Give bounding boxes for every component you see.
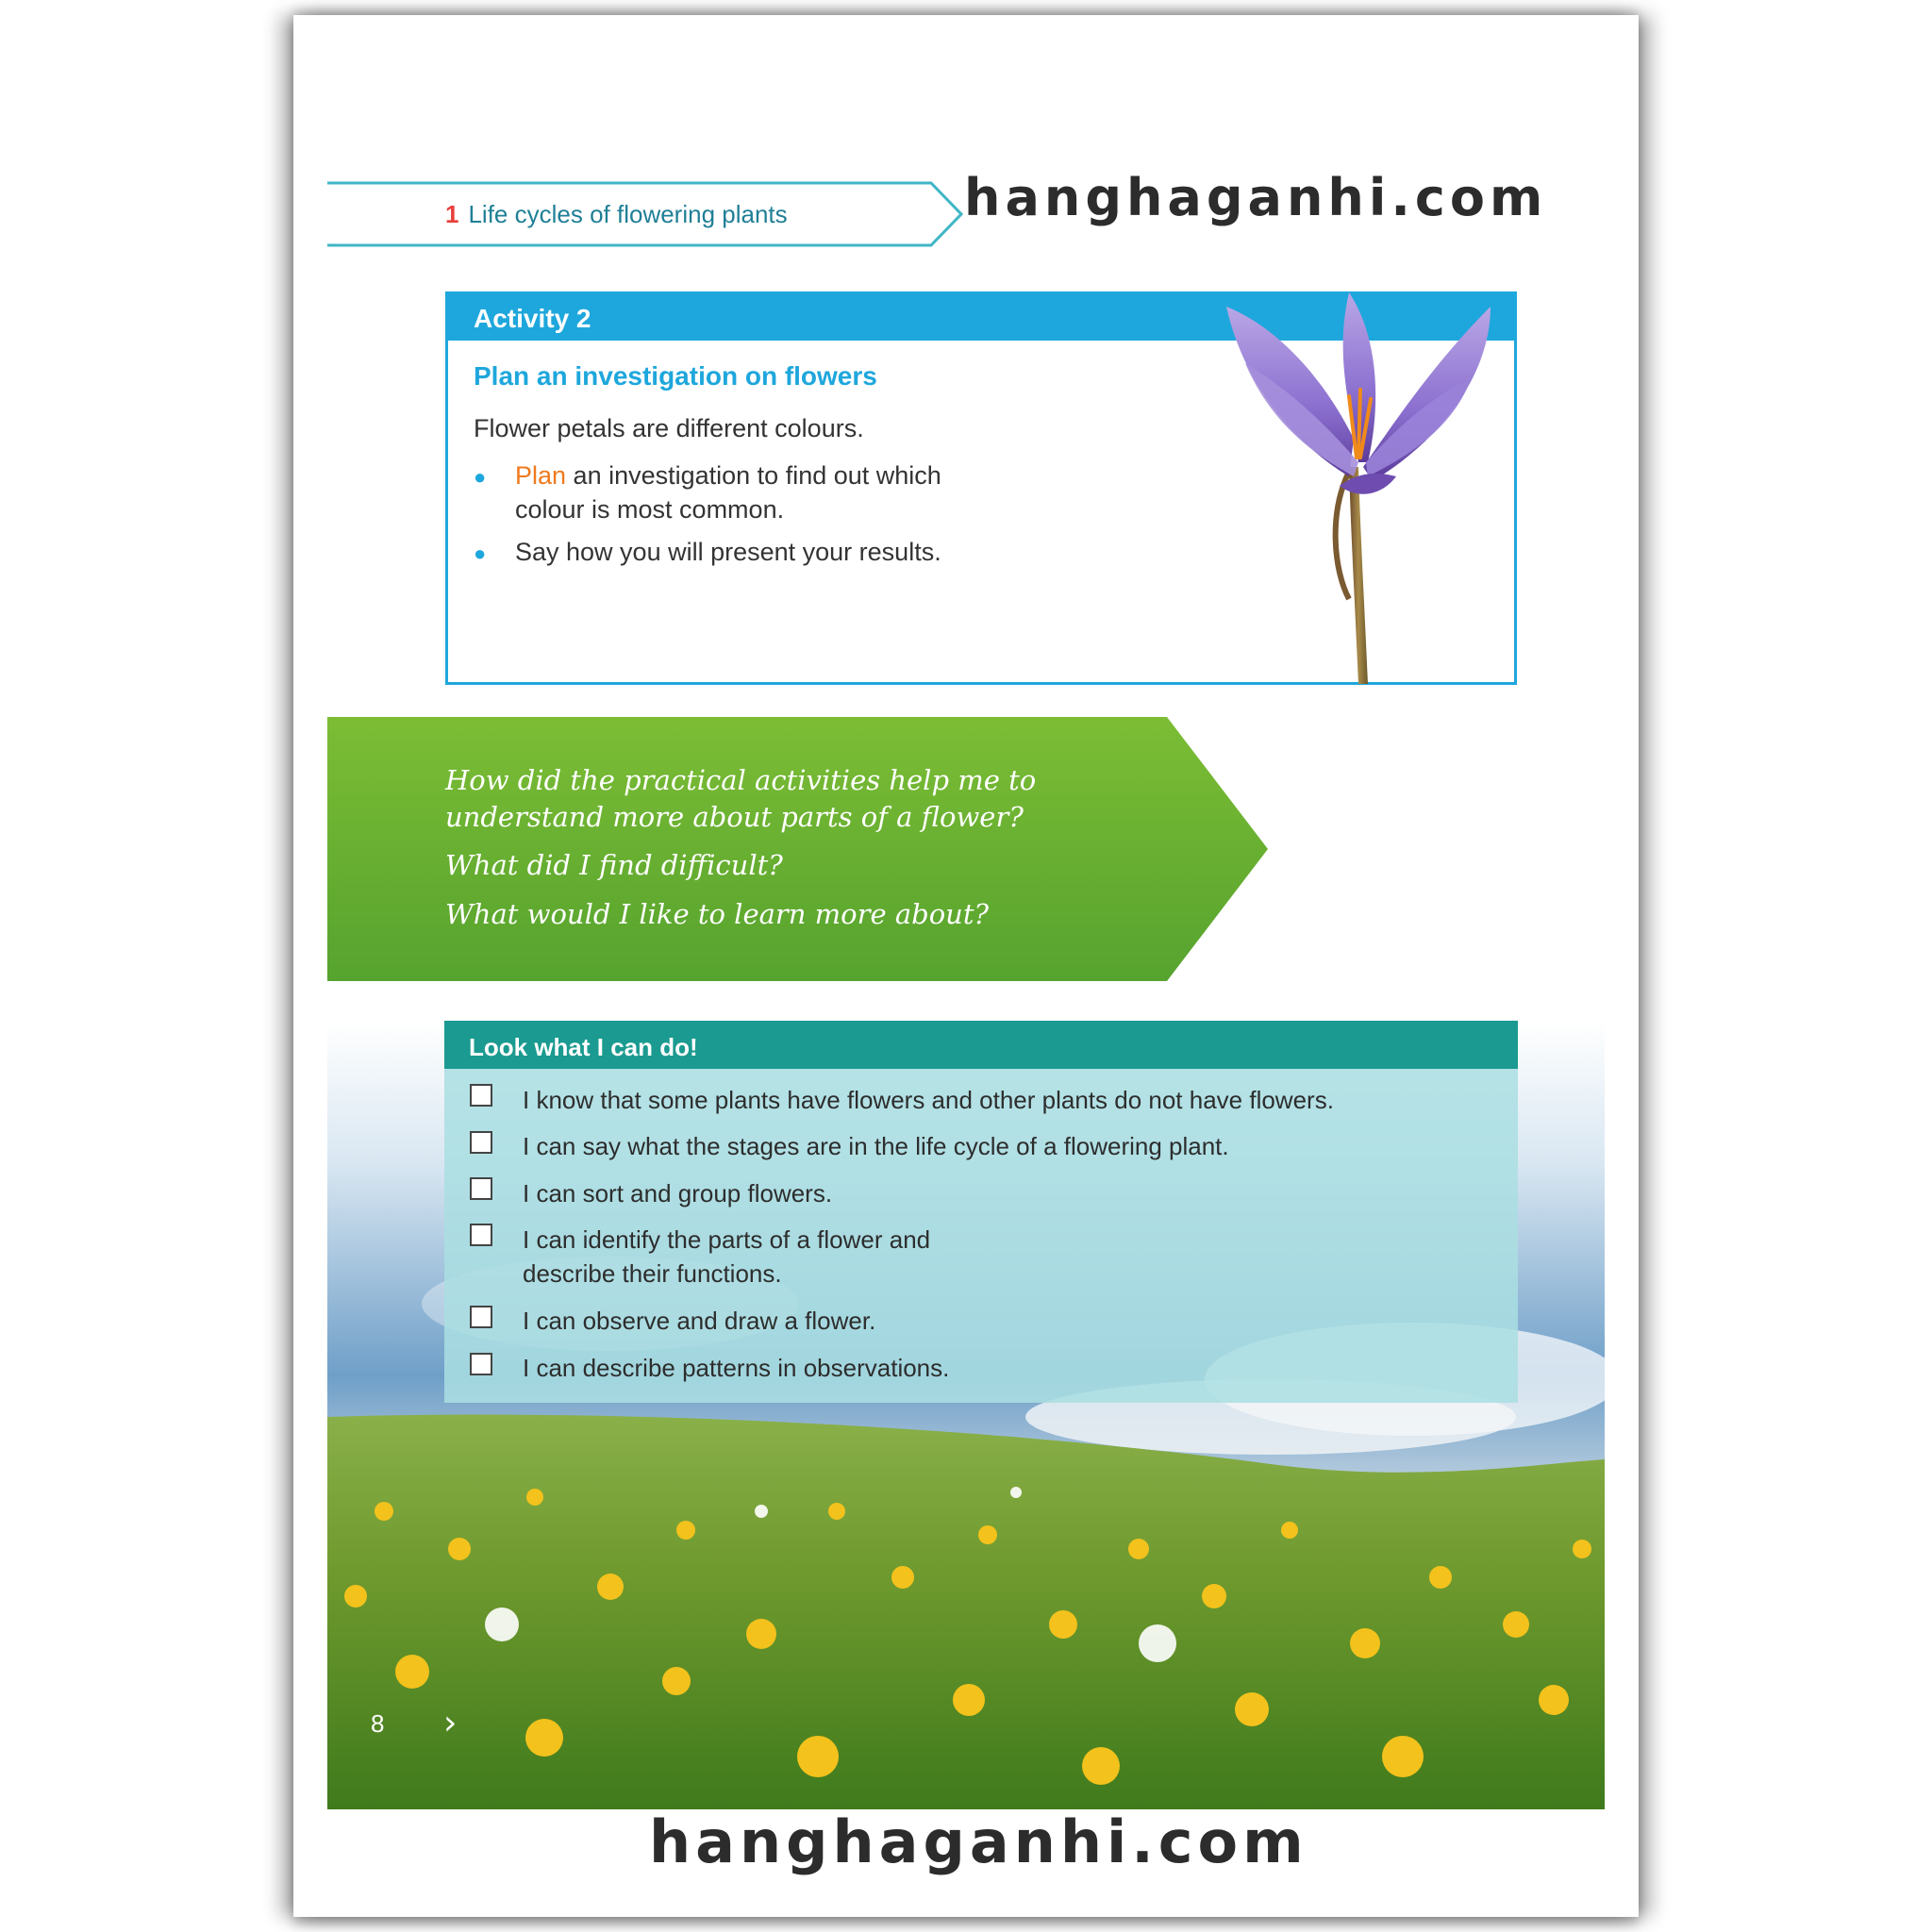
plan-keyword: Plan [515, 461, 567, 490]
activity-bullet-2 [474, 535, 486, 571]
watermark-bottom: hanghaganhi.com [649, 1807, 1308, 1876]
checklist-item-5: I can observe and draw a flower. [523, 1307, 876, 1335]
checklist-checkbox-5[interactable] [470, 1306, 492, 1328]
activity-bullet-2-text: Say how you will present your results. [515, 538, 941, 566]
checklist-item-6: I can describe patterns in observations. [523, 1354, 950, 1382]
bullet-1-line-2: colour is most common. [515, 495, 785, 524]
checklist-checkbox-2[interactable] [470, 1131, 492, 1154]
checklist-item-2: I can say what the stages are in the life cycle of a flowering plant. [523, 1132, 1229, 1160]
checklist-item-1: I know that some plants have flowers and other plants do not have flowers. [523, 1086, 1334, 1114]
checklist-checkbox-6[interactable] [470, 1353, 492, 1375]
checklist-item-4: I can identify the parts of a flower and [523, 1225, 931, 1254]
bullet-dot-icon: ● [474, 541, 487, 565]
chapter-heading [445, 200, 788, 229]
activity-subtitle: Plan an investigation on flowers [474, 361, 877, 391]
activity-bullet-1 [474, 458, 486, 494]
chapter-number: 1 [445, 200, 459, 228]
bullet-1-line-1: an investigation to find out which [566, 461, 941, 490]
reflection-question-1: How did the practical activities help me to [445, 764, 1037, 796]
activity-title: Activity 2 [474, 304, 591, 333]
reflection-question-2: What did I find difficult? [445, 849, 783, 881]
crocus-flower-image [1217, 288, 1500, 684]
activity-bullet-1-text [515, 458, 941, 493]
reflection-question-1-cont: understand more about parts of a flower? [445, 801, 1024, 833]
checklist-item-4-cont: describe their functions. [523, 1259, 782, 1288]
chevron-right-icon: › [443, 1704, 458, 1742]
watermark-top: hanghaganhi.com [964, 168, 1548, 227]
bullet-dot-icon: ● [474, 465, 487, 489]
page-number: 8 [371, 1709, 385, 1738]
checklist-checkbox-1[interactable] [470, 1084, 492, 1107]
reflection-question-3: What would I like to learn more about? [445, 898, 990, 930]
activity-intro: Flower petals are different colours. [474, 414, 864, 442]
checklist-checkbox-3[interactable] [470, 1177, 492, 1200]
checklist-item-3: I can sort and group flowers. [523, 1179, 833, 1208]
checklist-checkbox-4[interactable] [470, 1224, 492, 1246]
chapter-title: Life cycles of flowering plants [468, 200, 788, 228]
checklist-title: Look what I can do! [469, 1033, 698, 1061]
